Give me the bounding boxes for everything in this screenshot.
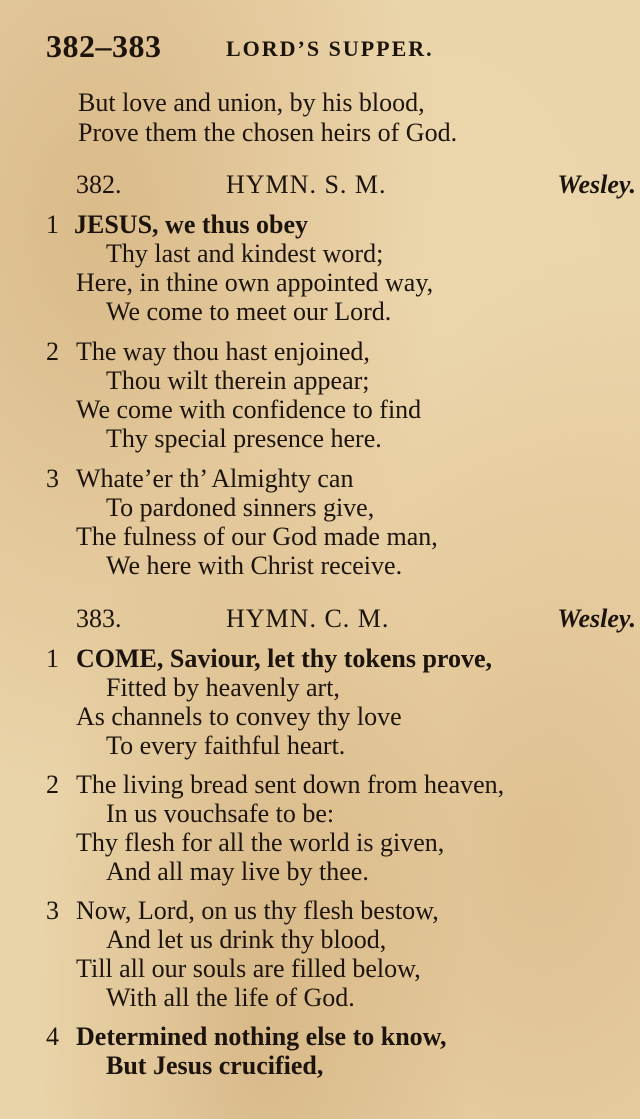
page-header [46, 28, 606, 68]
verse-line: Whate’er th’ Almighty can [76, 464, 354, 493]
verse-line: Fitted by heavenly art, [106, 673, 340, 702]
stanza-number: 2 [46, 337, 59, 366]
verse-line: In us vouchsafe to be: [106, 799, 335, 828]
verse-line: Thy flesh for all the world is given, [76, 828, 445, 857]
verse-line: We come with confidence to find [76, 395, 422, 424]
verse-line: The way thou hast enjoined, [76, 337, 370, 366]
verse-line: As channels to convey thy love [76, 702, 402, 731]
hymn-382-heading [76, 170, 636, 204]
verse-line: Thy special presence here. [106, 424, 382, 453]
hymn-author: Wesley. [557, 170, 636, 199]
verse-line: But Jesus crucified, [106, 1051, 324, 1080]
verse-line: To pardoned sinners give, [106, 493, 375, 522]
running-title: LORD’S SUPPER. [226, 36, 434, 61]
verse-line: With all the life of God. [106, 983, 355, 1012]
verse-line: Determined nothing else to know, [76, 1022, 447, 1051]
hymn-number: 383. [76, 604, 122, 633]
hymn-meter: HYMN. C. M. [226, 604, 390, 633]
verse-line: Thou wilt therein appear; [106, 366, 370, 395]
verse-line: Here, in thine own appointed way, [76, 268, 434, 297]
verse-line: We come to meet our Lord. [106, 297, 392, 326]
stanza-number: 3 [46, 464, 59, 493]
stanza-number: 3 [46, 896, 59, 925]
verse-line: And all may live by thee. [106, 857, 369, 886]
page-numbers: 382–383 [46, 28, 162, 64]
hymn-author: Wesley. [557, 604, 636, 633]
hymn-number: 382. [76, 170, 122, 199]
verse-line: To every faithful heart. [106, 731, 346, 760]
verse-line: Thy last and kindest word; [106, 239, 384, 268]
stanza-number: 4 [46, 1022, 59, 1051]
verse-line: Till all our souls are filled below, [76, 954, 421, 983]
verse-line: We here with Christ receive. [106, 551, 403, 580]
verse-line: Now, Lord, on us thy flesh bestow, [76, 896, 439, 925]
verse-line: And let us drink thy blood, [106, 925, 387, 954]
hymn-meter: HYMN. S. M. [226, 170, 387, 199]
stanza-number: 2 [46, 770, 59, 799]
verse-line: COME, Saviour, let thy tokens prove, [76, 644, 493, 673]
stanza-number: 1 [46, 210, 59, 239]
verse-line: JESUS, we thus obey [74, 210, 309, 239]
verse-line: The fulness of our God made man, [76, 522, 438, 551]
verse-line: The living bread sent down from heaven, [76, 770, 505, 799]
stanza-number: 1 [46, 644, 59, 673]
continuation-line: Prove them the chosen heirs of God. [78, 118, 458, 147]
continuation-line: But love and union, by his blood, [78, 88, 425, 117]
hymn-383-heading [76, 604, 636, 638]
